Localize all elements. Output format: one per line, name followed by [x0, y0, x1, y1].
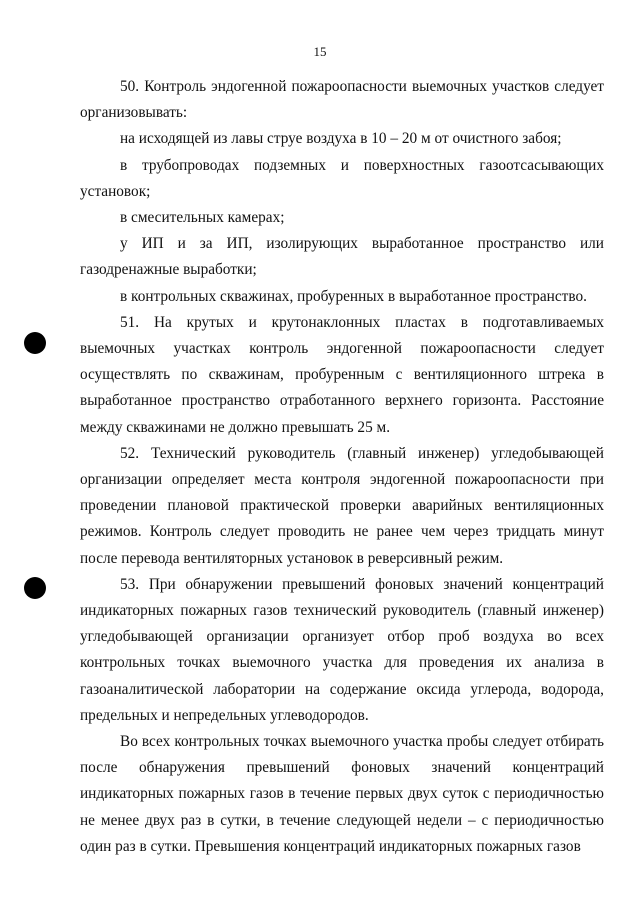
document-body — [80, 74, 604, 860]
list-item-pipelines: в трубопроводах подземных и поверхностных газоотсасывающих установок; — [80, 156, 604, 200]
list-item-outgoing-stream: на исходящей из лавы струе воздуха в 10 – 20 м от очистного забоя; — [120, 130, 562, 148]
page-number: 15 — [313, 44, 327, 59]
paragraph-item-50: 50. Контроль эндогенной пожароопасности выемочных участков следует организовывать: — [80, 78, 604, 122]
paragraph-item-51: 51. На крутых и крутонаклонных пластах в подготавливаемых выемочных участках контроль эндогенной пожароопасности следует осуществлять по скважинам, пробуренным с вентиляционного штрека в выработанное пространство отработанного верхнего горизонта. Расстояние между скважинами не должно превышать 25 м. — [80, 313, 604, 436]
binder-hole-mark — [24, 577, 46, 599]
list-item-mixing-chambers: в смесительных камерах; — [120, 209, 285, 227]
paragraph-sampling: Во всех контрольных точках выемочного участка пробы следует отбирать после обнаружения превышений фоновых значений концентраций индикаторных пожарных газов в течение первых двух суток с периодичностью не менее двух раз в сутки, в течение следующей недели – с периодичностью один раз в сутки. Превышения концентраций индикаторных пожарных газов — [80, 733, 604, 855]
list-item-isolating-structures: у ИП и за ИП, изолирующих выработанное пространство или газодренажные выработки; — [80, 235, 604, 279]
list-item-control-wells: в контрольных скважинах, пробуренных в выработанное пространство. — [120, 287, 587, 305]
binder-hole-mark — [24, 332, 46, 354]
paragraph-item-52: 52. Технический руководитель (главный инженер) угледобывающей организации определяет места контроля эндогенной пожароопасности при проведении плановой практической проверки аварийных вентиляционных режимов. Контроль следует проводить не ранее чем через тридцать минут после перевода вентиляторных установок в реверсивный режим. — [80, 444, 604, 567]
paragraph-item-53: 53. При обнаружении превышений фоновых значений концентраций индикаторных пожарных газов технический руководитель (главный инженер) угледобывающей организации организует отбор проб воздуха во всех контрольных точках выемочного участка для проведения их анализа в газоаналитической лаборатории на содержание оксида углерода, водорода, предельных и непредельных углеводородов. — [80, 575, 604, 724]
